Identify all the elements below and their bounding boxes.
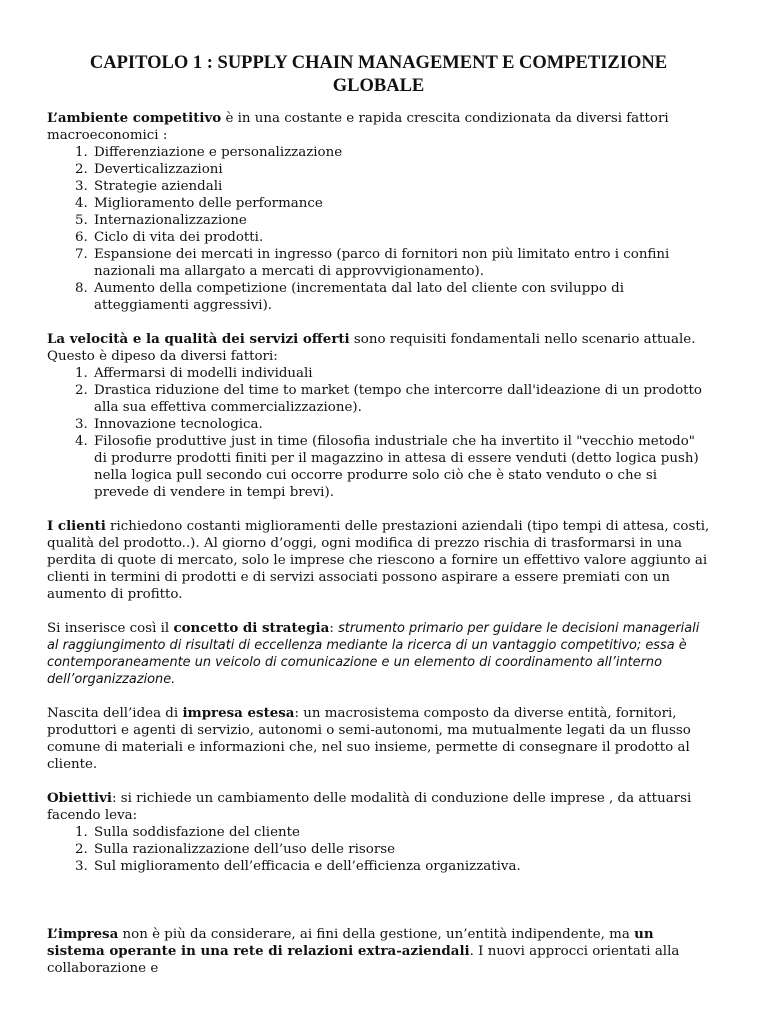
extended-enterprise-term: impresa estesa bbox=[182, 705, 295, 721]
list-item: 1. Sulla soddisfazione del cliente bbox=[92, 824, 710, 841]
enterprise-text-2: . I nuovi approcci orientati alla collaborazione e bbox=[47, 944, 680, 976]
speed-quality-factors-list bbox=[47, 365, 710, 501]
extended-enterprise-paragraph bbox=[47, 705, 710, 773]
speed-quality-term: La velocità e la qualità dei servizi offerti bbox=[47, 331, 350, 347]
objectives-list bbox=[47, 824, 710, 875]
extended-enterprise-pre: Nascita dell’idea di bbox=[47, 706, 183, 721]
strategy-colon: : bbox=[329, 621, 339, 636]
blank-space bbox=[47, 892, 710, 926]
network-system-term: un sistema operante in una rete di relazioni extra-aziendali bbox=[47, 926, 654, 959]
enterprise-term: L’impresa bbox=[47, 926, 119, 942]
macroeconomic-factors-list bbox=[47, 144, 710, 314]
competitive-environment-intro bbox=[47, 110, 710, 144]
speed-quality-text: sono requisiti fondamentali nello scenario attuale. Questo è dipeso da diversi fattori: bbox=[47, 332, 696, 364]
list-item: 3. Strategie aziendali bbox=[92, 178, 710, 195]
list-item: 6. Ciclo di vita dei prodotti. bbox=[92, 229, 710, 246]
objectives-intro bbox=[47, 790, 710, 824]
list-item: 5. Internazionalizzazione bbox=[92, 212, 710, 229]
clients-term: I clienti bbox=[47, 518, 106, 534]
list-item: 4. Miglioramento delle performance bbox=[92, 195, 710, 212]
speed-quality-intro bbox=[47, 331, 710, 365]
list-item: 3. Sul miglioramento dell’efficacia e dell’efficienza organizzativa. bbox=[92, 858, 710, 875]
objectives-term: Obiettivi bbox=[47, 790, 112, 806]
clients-text: richiedono costanti miglioramenti delle prestazioni aziendali (tipo tempi di attesa, costi, qualità del prodotto..). Al giorno d’oggi, ogni modifica di prezzo rischia di trasformarsi in una perdita di quote di mercato, solo le imprese che riescono a fornire un effettivo valore aggiunto ai clienti in termini di prodotti e di servizi associati possono aspirare a essere premiati con un aumento di profitto. bbox=[47, 519, 710, 602]
list-item: 2. Drastica riduzione del time to market (tempo che intercorre dall'ideazione di un prodotto alla sua effettiva commercializzazione). bbox=[92, 382, 710, 416]
clients-paragraph bbox=[47, 518, 710, 603]
competitive-environment-text: è in una costante e rapida crescita condizionata da diversi fattori macroeconomici : bbox=[47, 111, 669, 143]
list-item: 1. Differenziazione e personalizzazione bbox=[92, 144, 710, 161]
list-item: 8. Aumento della competizione (incrementata dal lato del cliente con sviluppo di atteggiamenti aggressivi). bbox=[92, 280, 710, 314]
objectives-text: : si richiede un cambiamento delle modalità di conduzione delle imprese , da attuarsi facendo leva: bbox=[47, 791, 692, 823]
strategy-term: concetto di strategia bbox=[173, 620, 330, 636]
enterprise-text-1: non è più da considerare, ai fini della gestione, un’entità indipendente, ma bbox=[118, 927, 635, 942]
enterprise-system-paragraph bbox=[47, 926, 710, 977]
list-item: 3. Innovazione tecnologica. bbox=[92, 416, 710, 433]
strategy-definition: strumento primario per guidare le decisioni manageriali al raggiungimento di risultati di eccellenza mediante la ricerca di un vantaggio competitivo; essa è contemporaneamente un veicolo di comunicazione e un elemento di coordinamento all’interno dell’organizzazione. bbox=[47, 621, 700, 687]
list-item: 4. Filosofie produttive just in time (filosofia industriale che ha invertito il "vecchio metodo" di produrre prodotti finiti per il magazzino in attesa di essere venduti (detto logica push) nella logica pull secondo cui occorre produrre solo ciò che è stato venduto o che si prevede di vendere in tempi brevi). bbox=[92, 433, 710, 501]
list-item: 1. Affermarsi di modelli individuali bbox=[92, 365, 710, 382]
list-item: 7. Espansione dei mercati in ingresso (parco di fornitori non più limitato entro i confini nazionali ma allargato a mercati di approvvigionamento). bbox=[92, 246, 710, 280]
list-item: 2. Sulla razionalizzazione dell’uso delle risorse bbox=[92, 841, 710, 858]
competitive-environment-term: L’ambiente competitivo bbox=[47, 110, 222, 126]
chapter-title: CAPITOLO 1 : SUPPLY CHAIN MANAGEMENT E COMPETIZIONE GLOBALE bbox=[89, 53, 668, 96]
strategy-paragraph bbox=[47, 620, 710, 688]
strategy-pre: Si inserisce così il bbox=[47, 621, 174, 636]
list-item: 2. Deverticalizzazioni bbox=[92, 161, 710, 178]
extended-enterprise-text: : un macrosistema composto da diverse entità, fornitori, produttori e agenti di servizio, autonomi o semi-autonomi, ma mutualmente legati da un flusso comune di materiali e informazioni che, nel suo insieme, permette di consegnare il prodotto al cliente. bbox=[47, 706, 691, 772]
